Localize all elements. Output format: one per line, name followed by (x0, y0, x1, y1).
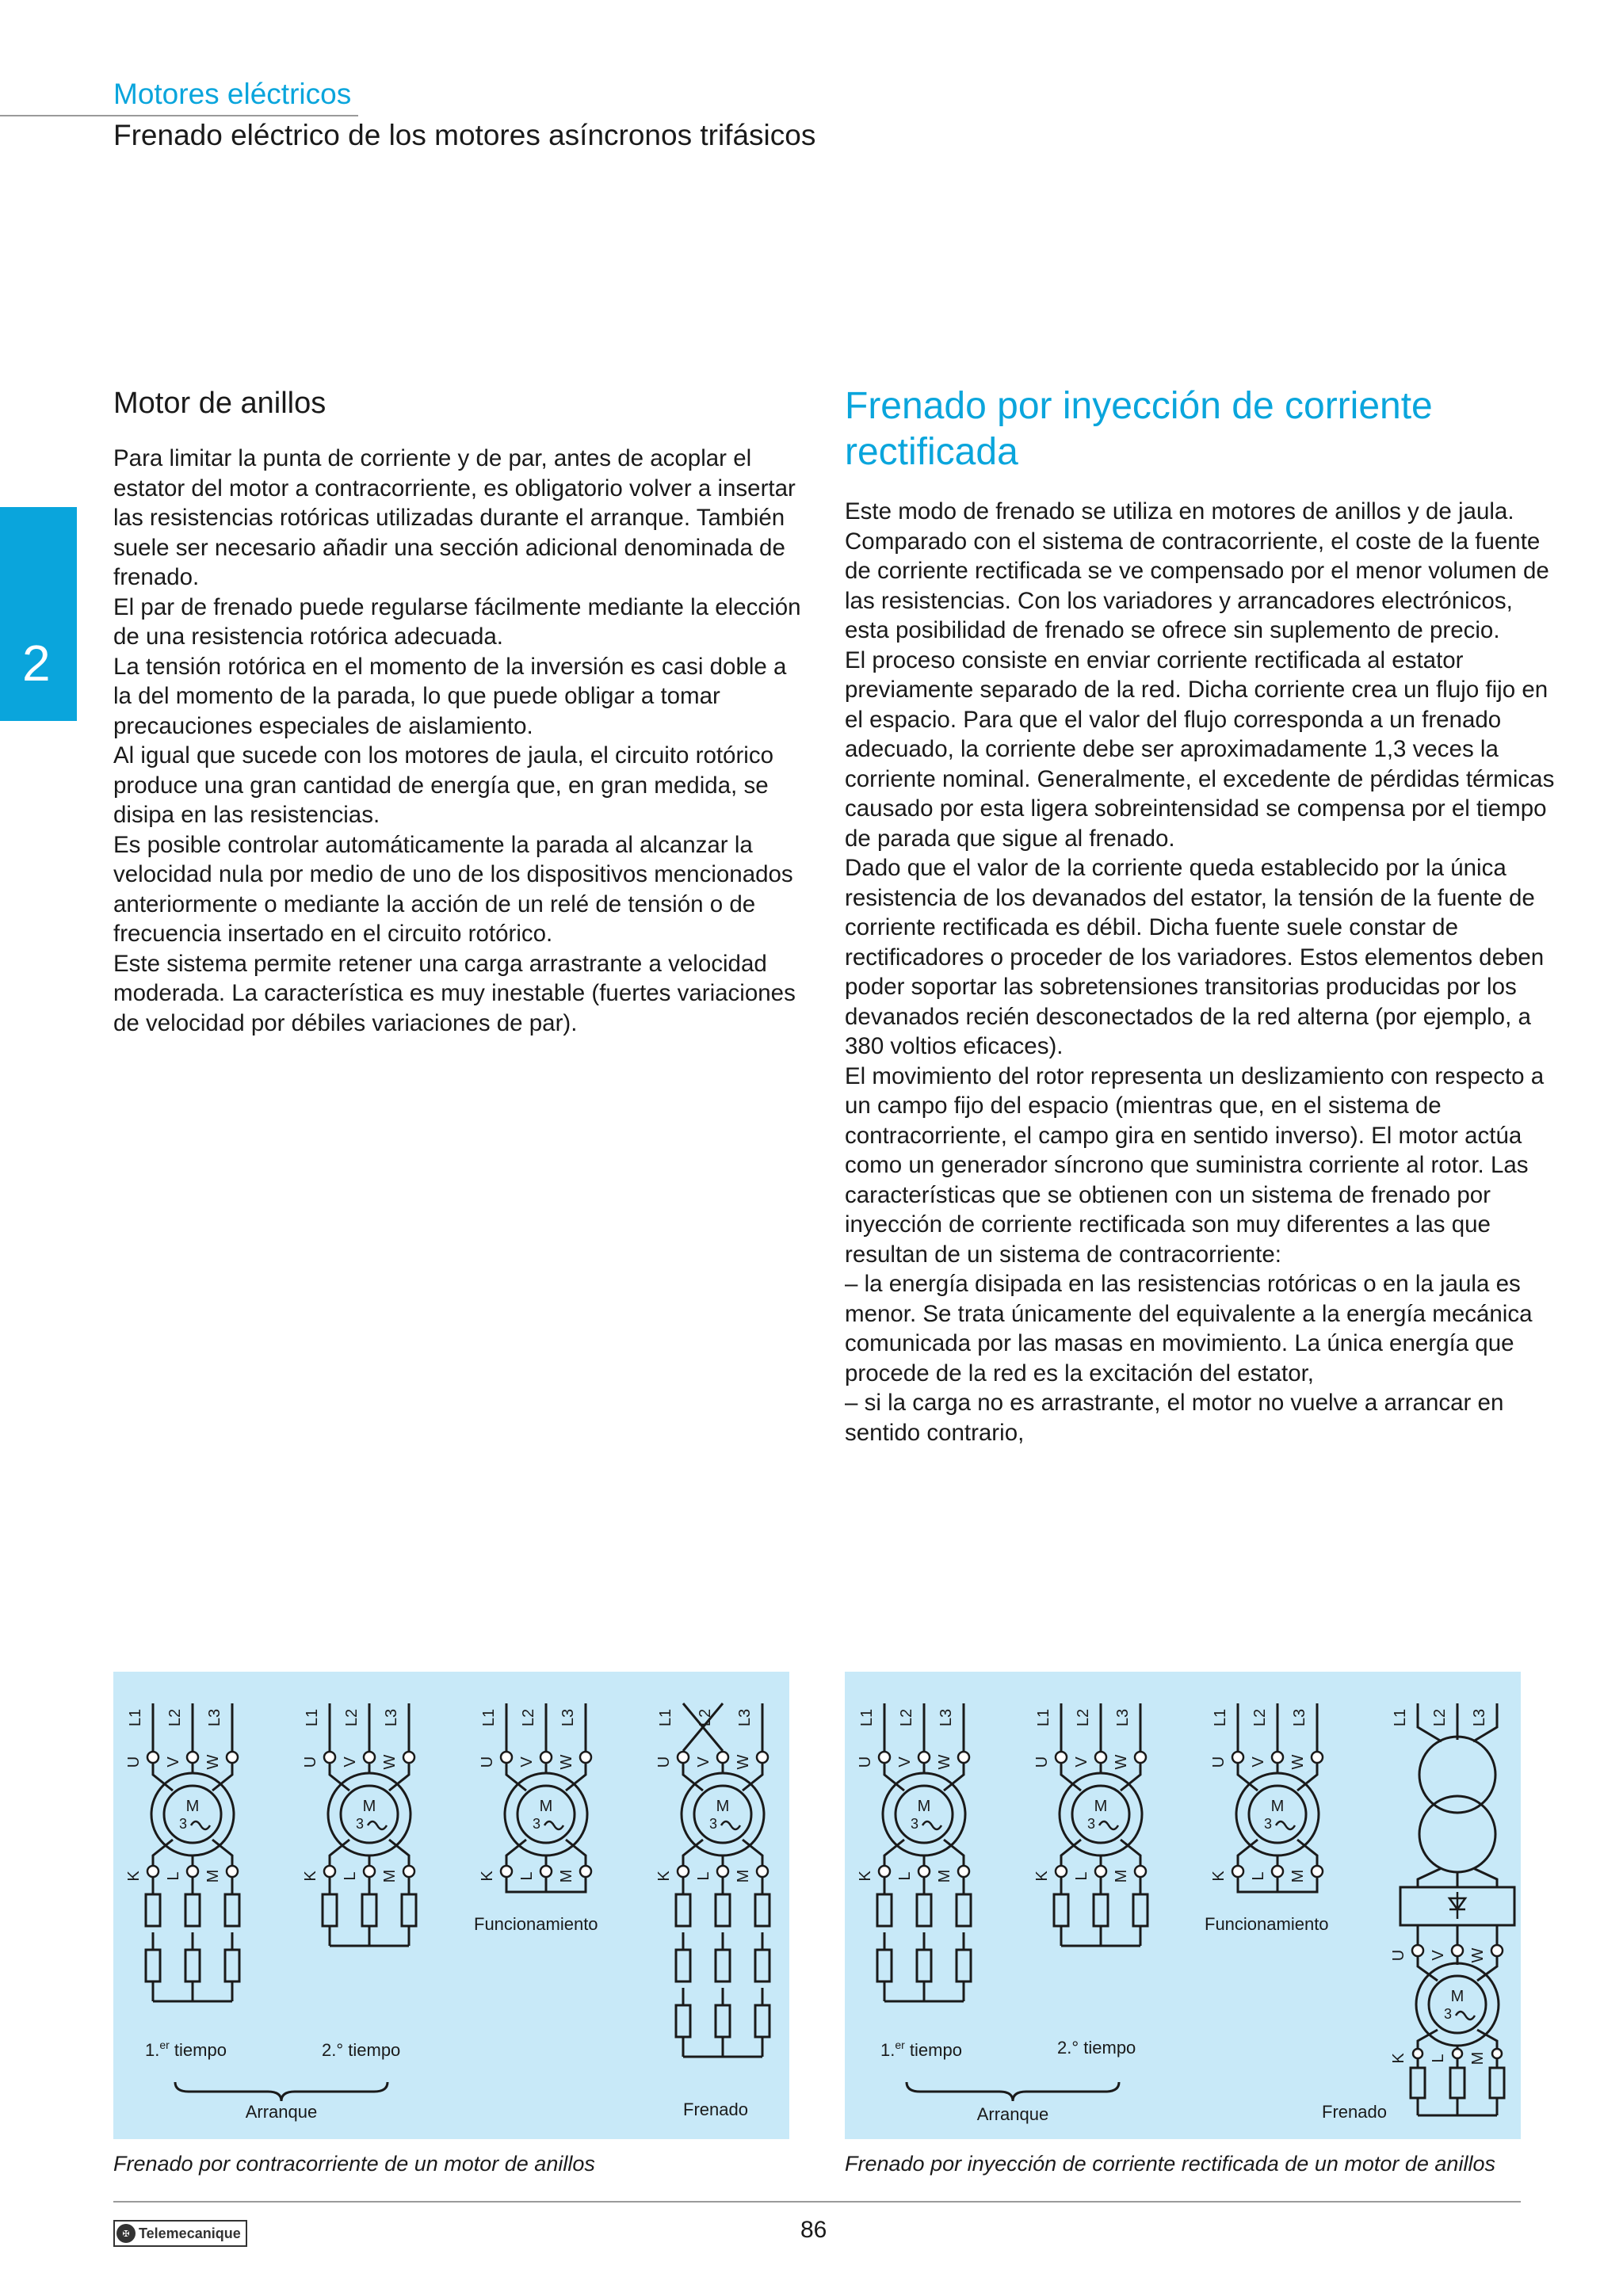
terminal (1272, 1866, 1283, 1877)
resistor (676, 1894, 690, 1926)
ac-symbol (721, 1821, 740, 1829)
stator-label: V (518, 1756, 536, 1768)
figure-contracorriente (113, 1672, 789, 2139)
section-title: Motores eléctricos (113, 78, 352, 110)
resistor (877, 1894, 892, 1926)
resistor (323, 1894, 337, 1926)
terminal (324, 1752, 335, 1763)
line-label: L3 (1471, 1708, 1488, 1727)
line-label: L3 (1114, 1708, 1132, 1727)
stator-label: W (204, 1754, 222, 1770)
rotor-label: L (1430, 2054, 1447, 2063)
rotor-label: L (695, 1871, 712, 1881)
resistor (755, 1894, 769, 1926)
terminal (918, 1752, 930, 1763)
motor-phase-label: 3 (532, 1816, 541, 1832)
motor-phase-label: 3 (1263, 1816, 1273, 1832)
rotor-label: M (735, 1869, 752, 1883)
line-label: L2 (343, 1708, 361, 1727)
motor-phase-label: 3 (1086, 1816, 1096, 1832)
rotor-label: L (165, 1871, 182, 1881)
resistor (146, 1950, 160, 1981)
stator-label: U (655, 1756, 673, 1768)
rotor-label: M (558, 1869, 575, 1883)
ac-symbol (922, 1821, 941, 1829)
terminal (1056, 1866, 1067, 1877)
line-label: L3 (383, 1708, 400, 1727)
ac-symbol (1456, 2012, 1475, 2019)
line-label: L3 (206, 1708, 223, 1727)
terminal (227, 1752, 238, 1763)
rotor-label: M (1469, 2051, 1487, 2065)
terminal (1135, 1866, 1146, 1877)
rotor-label: K (1390, 2053, 1407, 2064)
col2-paragraph: – si la carga no es arrastrante, el motor no vuelve a arrancar en sentido contrario, (845, 1390, 1504, 1446)
col1-paragraph: La tensión rotórica en el momento de la inversión es casi doble a la del momento de la parada, lo que puede obligar a tomar precauciones especiales de aislamiento. (113, 653, 787, 739)
page-subtitle: Frenado eléctrico de los motores asíncronos trifásicos (113, 119, 816, 151)
resistor (676, 1950, 690, 1981)
stator-label: V (165, 1756, 182, 1768)
terminal (364, 1752, 375, 1763)
rotor-label: M (381, 1869, 399, 1883)
rotor-label: L (896, 1871, 914, 1881)
figure-inyeccion-diagram (845, 1672, 1521, 2139)
terminal (403, 1752, 414, 1763)
line-label: L1 (858, 1708, 876, 1727)
line-label: L3 (1291, 1708, 1308, 1727)
stator-label: V (1430, 1950, 1447, 1961)
terminal (1272, 1752, 1283, 1763)
terminal (678, 1752, 689, 1763)
label-frenado: Frenado (1322, 2102, 1387, 2122)
line-label: L2 (520, 1708, 537, 1727)
stator-label: U (1033, 1756, 1051, 1768)
terminal (1453, 2049, 1462, 2058)
motor-label: M (716, 1798, 730, 1815)
line-label: L1 (127, 1708, 144, 1727)
col2-paragraph: Este modo de frenado se utiliza en motores de anillos y de jaula. (845, 498, 1514, 524)
rotor-label: L (1250, 1871, 1267, 1881)
terminal (1095, 1866, 1106, 1877)
figure-inyeccion (845, 1672, 1521, 2139)
rotor-label: L (342, 1871, 359, 1881)
col1-body (113, 444, 811, 1038)
diode-symbol (1449, 1892, 1465, 1919)
terminal (324, 1866, 335, 1877)
label-funcionamiento: Funcionamiento (1205, 1914, 1329, 1934)
label-arranque: Arranque (976, 2104, 1049, 2124)
terminal (1056, 1752, 1067, 1763)
diagram-group (125, 1703, 769, 2057)
terminal (580, 1752, 591, 1763)
rectifier-out (1418, 1925, 1497, 1945)
col2-paragraph: Dado que el valor de la corriente queda establecido por la única resistencia de los devanados del estator, la tensión de la fuente de corriente rectificada es débil. Dicha fuente suele constar de rectificadores o proceder de los variadores. Estos elementos deben poder soportar las sobretensiones transitorias producidas por los devanados recién desconectados de la red alterna (por ejemplo, a 380 voltios eficaces). (845, 855, 1545, 1059)
stator-label: W (1469, 1947, 1487, 1963)
transformer-primary (1419, 1737, 1495, 1813)
terminal (1135, 1752, 1146, 1763)
terminal (147, 1752, 158, 1763)
line-label: L1 (1035, 1708, 1052, 1727)
stator-label: V (1250, 1756, 1267, 1768)
stator-label: W (936, 1754, 953, 1770)
terminal (501, 1866, 512, 1877)
motor-label: M (917, 1798, 931, 1815)
transformer-secondary (1419, 1796, 1495, 1872)
col2-paragraph: El movimiento del rotor representa un deslizamiento con respecto a un campo fijo del espacio (mientras que, en el sistema de contracorriente, el campo gira en sentido inverso). El motor actúa como un generador síncrono que suministra corriente al rotor. Las características que se obtienen con un sistema de frenado por inyección de corriente rectificada son muy diferentes a las que resultan de un sistema de contracorriente: (845, 1062, 1545, 1268)
line-label: L1 (480, 1708, 498, 1727)
terminal (403, 1866, 414, 1877)
col1-heading: Motor de anillos (113, 387, 327, 420)
resistor (146, 1894, 160, 1926)
label-2o-tiempo: 2.° tiempo (1057, 2038, 1136, 2058)
terminal (540, 1752, 552, 1763)
figure-contracorriente-diagram (113, 1672, 789, 2139)
motor-label: M (539, 1798, 553, 1815)
terminal (1452, 1945, 1463, 1956)
resistor (362, 1894, 376, 1926)
stator-label: W (1113, 1754, 1130, 1770)
motor-label: M (185, 1798, 200, 1815)
resistor (957, 1894, 971, 1926)
figure-caption-1: Frenado por contracorriente de un motor de anillos (113, 2152, 595, 2176)
stator-label: V (342, 1756, 359, 1768)
motor-phase-label: 3 (910, 1816, 919, 1832)
line-label: L2 (1431, 1708, 1449, 1727)
line-label: L1 (657, 1708, 674, 1727)
label-1er-tiempo: 1.$^{er}$ tiempo (880, 2039, 962, 2060)
terminal (187, 1866, 198, 1877)
terminal (501, 1752, 512, 1763)
line-label: L2 (1251, 1708, 1269, 1727)
ac-symbol (191, 1821, 210, 1829)
terminal (1492, 2049, 1502, 2058)
label-1er-tiempo: 1.$^{er}$ tiempo (145, 2039, 227, 2060)
resistor (1094, 1894, 1108, 1926)
motor-label: M (362, 1798, 376, 1815)
terminal (364, 1866, 375, 1877)
terminal (1232, 1752, 1243, 1763)
brand-logo (113, 2220, 247, 2247)
line-label: L3 (559, 1708, 577, 1727)
stator-label: U (125, 1756, 143, 1768)
line-label: L1 (1212, 1708, 1229, 1727)
terminal (757, 1866, 768, 1877)
terminal (717, 1752, 728, 1763)
chapter-number: 2 (22, 635, 51, 692)
motor-phase-label: 3 (1443, 2006, 1453, 2022)
terminal (958, 1752, 969, 1763)
rotor-label: K (857, 1871, 874, 1882)
terminal (879, 1752, 890, 1763)
resistor (185, 1894, 200, 1926)
stator-label: W (1289, 1754, 1307, 1770)
terminal (147, 1866, 158, 1877)
line-label: L2 (898, 1708, 915, 1727)
motor-phase-label: 3 (708, 1816, 718, 1832)
line-label: L3 (938, 1708, 955, 1727)
resistor (755, 1950, 769, 1981)
terminal (958, 1866, 969, 1877)
rotor-label: M (204, 1869, 222, 1883)
rotor-label: M (936, 1869, 953, 1883)
col1-paragraph: Al igual que sucede con los motores de jaula, el circuito rotórico produce una gran cantidad de energía que, en gran medida, se disipa en las resistencias. (113, 742, 774, 828)
terminal (1412, 1945, 1423, 1956)
label-arranque: Arranque (245, 2102, 318, 2122)
resistor (716, 1894, 730, 1926)
brand-mark-icon: ✠ (116, 2224, 136, 2243)
stator-label: V (1073, 1756, 1090, 1768)
terminal (1095, 1752, 1106, 1763)
resistor (225, 1894, 239, 1926)
stator-label: W (381, 1754, 399, 1770)
line-label: L1 (304, 1708, 321, 1727)
col2-paragraph: El proceso consiste en enviar corriente rectificada al estator previamente separado de la red. Dicha corriente crea un flujo fijo en el espacio. Para que el valor del flujo corresponda a un frenado adecuado, la corriente debe ser aproximadamente 1,3 veces la corriente nominal. Generalmente, el excedente de pérdidas térmicas causado por esta ligera sobreintensidad se compensa por el tiempo de parada que sigue al frenado. (845, 646, 1555, 852)
rotor-label: L (1073, 1871, 1090, 1881)
stator-label: V (695, 1756, 712, 1768)
col2-paragraph: Comparado con el sistema de contracorriente, el coste de la fuente de corriente rectificada se ve compensado por el menor volumen de las resistencias. Con los variadores y arrancadores electrónicos, esta posibilidad de frenado se ofrece sin suplemento de precio. (845, 528, 1549, 643)
col1-paragraph: Es posible controlar automáticamente la parada al alcanzar la velocidad nula por medio de uno de los dispositivos mencionados anteriormente o mediante la acción de un relé de tensión o de frecuencia insertado en el circuito rotórico. (113, 831, 793, 947)
stator-label: U (857, 1756, 874, 1768)
motor-label: M (1094, 1798, 1108, 1815)
resistor (957, 1950, 971, 1981)
ac-symbol (368, 1821, 387, 1829)
stator-label: W (558, 1754, 575, 1770)
col2-heading: Frenado por inyección de corriente rectificada (845, 385, 1433, 473)
arranque-brace (175, 2082, 388, 2101)
resistor (755, 2005, 769, 2037)
stator-label: V (896, 1756, 914, 1768)
header-rule (0, 115, 358, 116)
resistor (225, 1950, 239, 1981)
terminal (1232, 1866, 1243, 1877)
terminal (918, 1866, 930, 1877)
terminal (1491, 1945, 1503, 1956)
stator-label: W (735, 1754, 752, 1770)
resistor (917, 1894, 931, 1926)
label-funcionamiento: Funcionamiento (474, 1914, 598, 1934)
terminal (757, 1752, 768, 1763)
ac-symbol (1099, 1821, 1118, 1829)
resistor (402, 1894, 416, 1926)
rotor-label: K (125, 1871, 143, 1882)
resistor (716, 2005, 730, 2037)
rotor-label: K (302, 1871, 319, 1882)
col1-paragraph: Este sistema permite retener una carga arrastrante a velocidad moderada. La característica es muy inestable (fuertes variaciones de velocidad por débiles variaciones de par). (113, 950, 796, 1036)
ac-symbol (1276, 1821, 1295, 1829)
resistor (917, 1950, 931, 1981)
terminal (187, 1752, 198, 1763)
col2-body (845, 497, 1558, 1447)
line-label: L1 (1392, 1708, 1409, 1727)
terminal (678, 1866, 689, 1877)
resistor (1133, 1894, 1148, 1926)
resistor (185, 1950, 200, 1981)
terminal (1413, 2049, 1423, 2058)
footer-rule (113, 2201, 1521, 2203)
line-label: L2 (166, 1708, 184, 1727)
terminal (1312, 1752, 1323, 1763)
terminal (1312, 1866, 1323, 1877)
line-label: L2 (1075, 1708, 1092, 1727)
stator-label: U (302, 1756, 319, 1768)
label-frenado: Frenado (683, 2100, 748, 2119)
resistor (1450, 2068, 1465, 2098)
resistor (676, 2005, 690, 2037)
stator-label: U (1390, 1949, 1407, 1962)
motor-label: M (1270, 1798, 1285, 1815)
terminal (540, 1866, 552, 1877)
resistor (1411, 2068, 1425, 2098)
rotor-label: M (1289, 1869, 1307, 1883)
rotor-label: L (518, 1871, 536, 1881)
terminal (879, 1866, 890, 1877)
rotor-label: M (1113, 1869, 1130, 1883)
ac-symbol (544, 1821, 563, 1829)
col1-paragraph: Para limitar la punta de corriente y de par, antes de acoplar el estator del motor a contracorriente, es obligatorio volver a insertar las resistencias rotóricas utilizadas durante el arranque. También suele ser necesario añadir una sección adicional denominada de frenado. (113, 445, 796, 590)
label-2o-tiempo: 2.° tiempo (322, 2040, 401, 2060)
resistor (877, 1950, 892, 1981)
terminal (717, 1866, 728, 1877)
line-label: L3 (736, 1708, 754, 1727)
terminal (580, 1866, 591, 1877)
stator-label: U (479, 1756, 496, 1768)
rotor-label: K (1033, 1871, 1051, 1882)
col2-paragraph: – la energía disipada en las resistencias rotóricas o en la jaula es menor. Se trata únicamente del equivalente a la energía mecánica comunicada por las masas en movimiento. La única energía que procede de la red es la excitación del estator, (845, 1271, 1533, 1386)
figure-caption-2: Frenado por inyección de corriente rectificada de un motor de anillos (845, 2152, 1495, 2176)
motor-phase-label: 3 (355, 1816, 365, 1832)
stator-label: U (1210, 1756, 1228, 1768)
rotor-label: K (655, 1871, 673, 1882)
brand-name: Telemecanique (139, 2225, 241, 2241)
line-label: L2 (697, 1708, 714, 1727)
arranque-brace (907, 2082, 1119, 2101)
resistor (1490, 2068, 1504, 2098)
resistor (1054, 1894, 1068, 1926)
page-number: 86 (800, 2217, 827, 2243)
resistor (716, 1950, 730, 1981)
rotor-label: K (479, 1871, 496, 1882)
col1-paragraph: El par de frenado puede regularse fácilmente mediante la elección de una resistencia rotórica adecuada. (113, 593, 801, 650)
motor-phase-label: 3 (178, 1816, 188, 1832)
terminal (227, 1866, 238, 1877)
motor-label: M (1450, 1988, 1465, 2005)
rotor-label: K (1210, 1871, 1228, 1882)
